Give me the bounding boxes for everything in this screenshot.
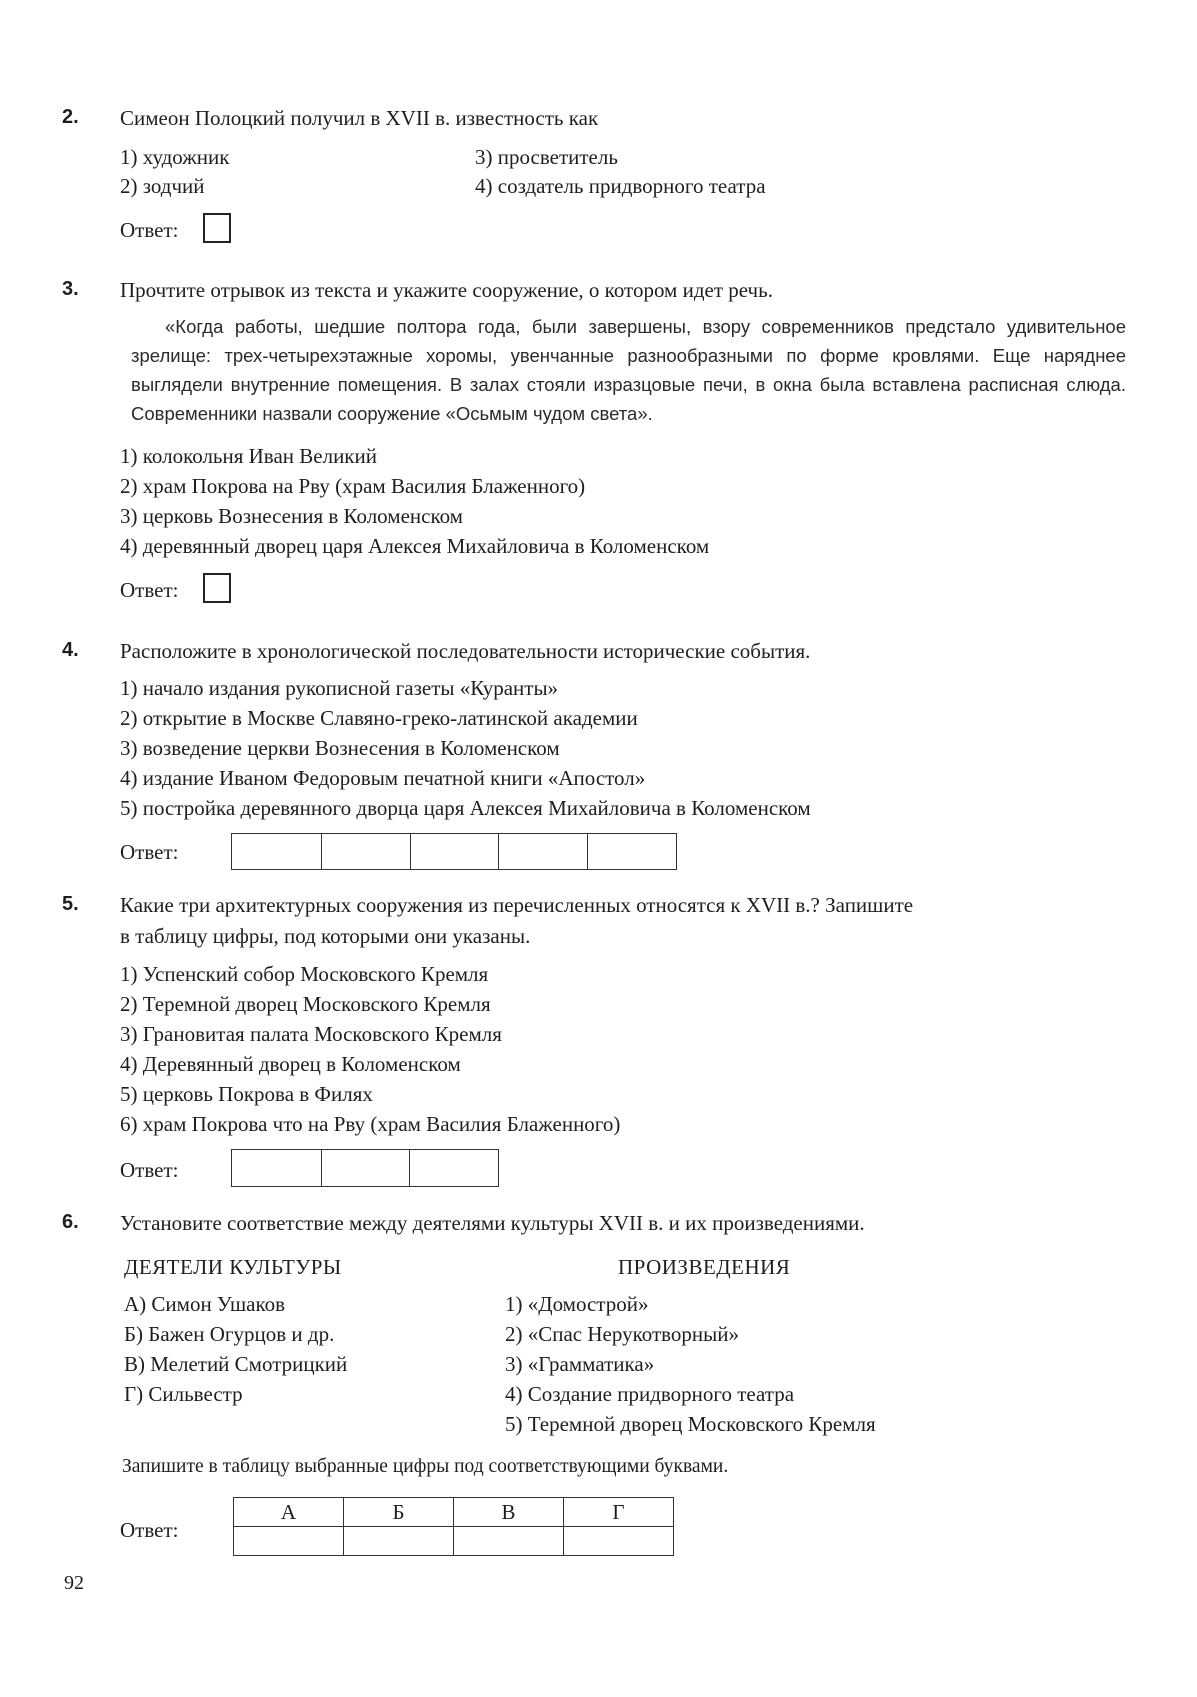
question-3-option-2: 2) храм Покрова на Рву (храм Василия Блаженного) bbox=[120, 474, 586, 498]
question-5-option-1: 1) Успенский собор Московского Кремля bbox=[120, 962, 489, 986]
question-5-option-6: 6) храм Покрова что на Рву (храм Василия Блаженного) bbox=[120, 1112, 621, 1136]
table-header-b: Б bbox=[344, 1498, 454, 1527]
question-4-option-3: 3) возведение церкви Вознесения в Коломенском bbox=[120, 736, 560, 760]
work-item-2: 2) «Спас Нерукотворный» bbox=[505, 1322, 739, 1346]
work-item-5: 5) Теремной дворец Московского Кремля bbox=[505, 1412, 876, 1436]
answer-cell[interactable] bbox=[232, 834, 321, 869]
question-2-number: 2. bbox=[62, 106, 79, 128]
question-5-option-4: 4) Деревянный дворец в Коломенском bbox=[120, 1052, 461, 1076]
figure-item-g: Г) Сильвестр bbox=[124, 1382, 243, 1406]
question-3-number: 3. bbox=[62, 278, 79, 300]
question-4-option-5: 5) постройка деревянного дворца царя Алексея Михайловича в Коломенском bbox=[120, 796, 811, 820]
table-header-v: В bbox=[454, 1498, 564, 1527]
question-4-option-4: 4) издание Иваном Федоровым печатной книги «Апостол» bbox=[120, 766, 646, 790]
figure-item-v: В) Мелетий Смотрицкий bbox=[124, 1352, 348, 1376]
question-3-option-1: 1) колокольня Иван Великий bbox=[120, 444, 377, 468]
question-6-answer-table bbox=[233, 1497, 674, 1556]
answer-cell[interactable] bbox=[409, 1150, 498, 1186]
question-3-text: Прочтите отрывок из текста и укажите сооружение, о котором идет речь. bbox=[120, 278, 773, 302]
question-5-answer-label: Ответ: bbox=[120, 1158, 179, 1182]
question-6-instruction: Запишите в таблицу выбранные цифры под соответствующими буквами. bbox=[122, 1456, 729, 1477]
question-3-answer-box[interactable] bbox=[203, 573, 231, 603]
page-number: 92 bbox=[64, 1572, 84, 1594]
question-5-answer-cells bbox=[231, 1149, 499, 1187]
question-3-quote: «Когда работы, шедшие полтора года, были завершены, взору современников предстало удивительное зрелище: трех-четырехэтажные хоромы, увенчанные разнообразными по форме кровлями. Еще наряднее выглядели внутренние помещения. В залах стояли изразцовые печи, в окна была вставлена расписная слюда. Современники назвали сооружение «Осьмым чудом света». bbox=[131, 316, 1126, 424]
question-5-option-3: 3) Грановитая палата Московского Кремля bbox=[120, 1022, 502, 1046]
answer-cell[interactable] bbox=[321, 834, 410, 869]
question-3-option-3: 3) церковь Вознесения в Коломенском bbox=[120, 504, 463, 528]
work-item-1: 1) «Домострой» bbox=[505, 1292, 649, 1316]
question-2-option-3: 3) просветитель bbox=[475, 145, 618, 169]
question-4-option-1: 1) начало издания рукописной газеты «Куранты» bbox=[120, 676, 559, 700]
answer-cell[interactable] bbox=[498, 834, 587, 869]
question-2-option-2: 2) зодчий bbox=[120, 174, 205, 198]
question-5-option-2: 2) Теремной дворец Московского Кремля bbox=[120, 992, 491, 1016]
question-4-text: Расположите в хронологической последовательности исторические события. bbox=[120, 639, 811, 663]
question-3-option-4: 4) деревянный дворец царя Алексея Михайловича в Коломенском bbox=[120, 534, 710, 558]
question-4-answer-cells bbox=[231, 833, 677, 870]
question-5-text-line2: в таблицу цифры, под которыми они указаны. bbox=[120, 924, 531, 948]
question-2-option-1: 1) художник bbox=[120, 145, 230, 169]
question-2-answer-box[interactable] bbox=[203, 213, 231, 243]
question-4-option-2: 2) открытие в Москве Славяно-греко-латинской академии bbox=[120, 706, 638, 730]
work-item-4: 4) Создание придворного театра bbox=[505, 1382, 795, 1406]
question-3-answer-label: Ответ: bbox=[120, 578, 179, 602]
question-2-answer-label: Ответ: bbox=[120, 218, 179, 242]
answer-cell[interactable] bbox=[410, 834, 499, 869]
question-6-answer-label: Ответ: bbox=[120, 1518, 179, 1542]
question-6-number: 6. bbox=[62, 1211, 79, 1233]
question-5-number: 5. bbox=[62, 893, 79, 915]
column-header-works: ПРОИЗВЕДЕНИЯ bbox=[618, 1255, 791, 1279]
question-5-text-line1: Какие три архитектурных сооружения из перечисленных относятся к XVII в.? Запишите bbox=[120, 893, 914, 917]
figure-item-a: А) Симон Ушаков bbox=[124, 1292, 285, 1316]
question-4-answer-label: Ответ: bbox=[120, 840, 179, 864]
table-header-a: А bbox=[234, 1498, 344, 1527]
answer-cell[interactable] bbox=[232, 1150, 321, 1186]
answer-cell-g[interactable] bbox=[564, 1527, 674, 1556]
question-6-text: Установите соответствие между деятелями культуры XVII в. и их произведениями. bbox=[120, 1211, 865, 1235]
answer-cell[interactable] bbox=[321, 1150, 410, 1186]
question-2-text: Симеон Полоцкий получил в XVII в. известность как bbox=[120, 106, 599, 130]
column-header-figures: ДЕЯТЕЛИ КУЛЬТУРЫ bbox=[124, 1255, 342, 1279]
table-header-g: Г bbox=[564, 1498, 674, 1527]
work-item-3: 3) «Грамматика» bbox=[505, 1352, 655, 1376]
answer-cell-v[interactable] bbox=[454, 1527, 564, 1556]
figure-item-b: Б) Бажен Огурцов и др. bbox=[124, 1322, 335, 1346]
answer-cell[interactable] bbox=[587, 834, 676, 869]
question-4-number: 4. bbox=[62, 639, 79, 661]
question-5-option-5: 5) церковь Покрова в Филях bbox=[120, 1082, 373, 1106]
answer-cell-a[interactable] bbox=[234, 1527, 344, 1556]
answer-cell-b[interactable] bbox=[344, 1527, 454, 1556]
question-2-option-4: 4) создатель придворного театра bbox=[475, 174, 766, 198]
